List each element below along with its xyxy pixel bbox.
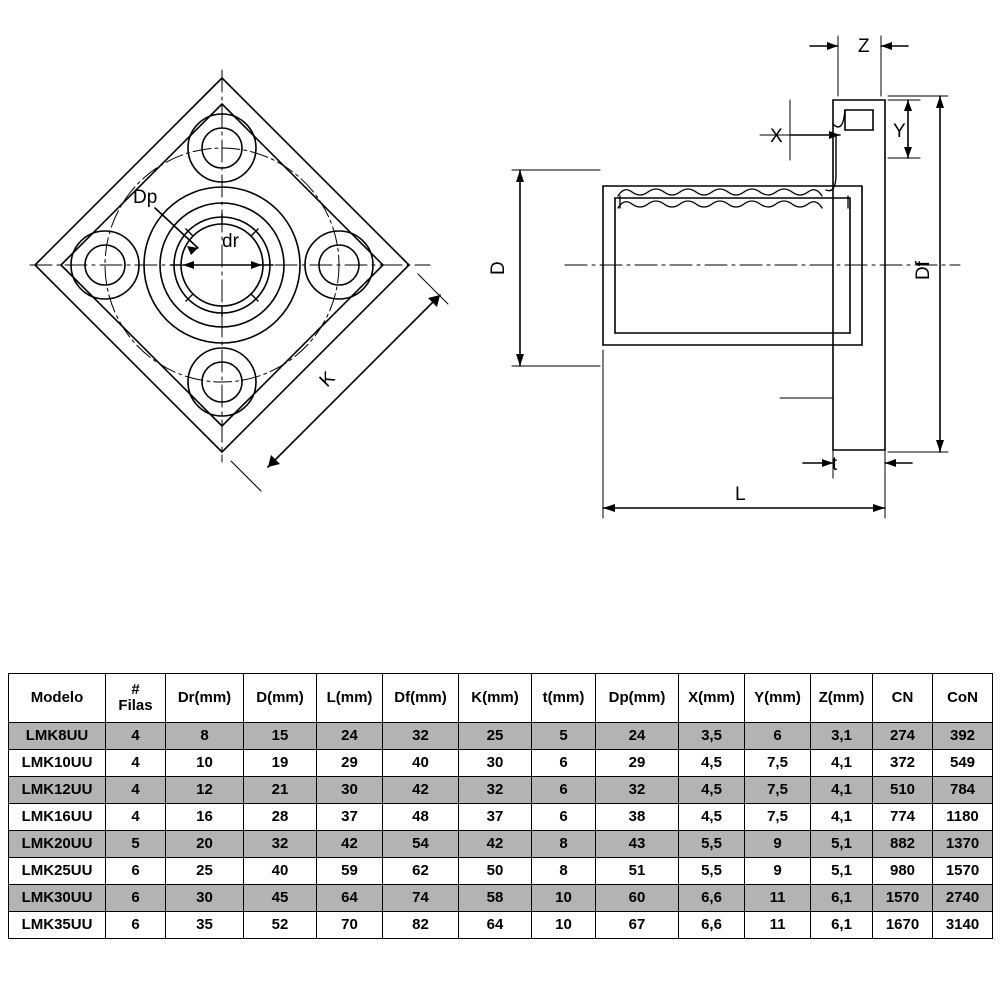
cell-d: 40 <box>244 858 317 885</box>
cell-d: 52 <box>244 912 317 939</box>
cell-k: 64 <box>459 912 532 939</box>
cell-modelo: LMK12UU <box>9 777 106 804</box>
d-dimension <box>512 170 600 366</box>
cell-d: 19 <box>244 750 317 777</box>
cell-dp: 38 <box>596 804 679 831</box>
cell-con: 2740 <box>933 885 993 912</box>
cell-df: 62 <box>383 858 459 885</box>
cell-filas: 4 <box>106 804 166 831</box>
cell-dp: 32 <box>596 777 679 804</box>
cell-t: 10 <box>532 885 596 912</box>
cell-k: 50 <box>459 858 532 885</box>
cell-filas: 4 <box>106 723 166 750</box>
col-header-con: CoN <box>933 674 993 723</box>
cell-l: 37 <box>317 804 383 831</box>
cell-modelo: LMK8UU <box>9 723 106 750</box>
cell-z: 5,1 <box>811 858 873 885</box>
cell-dr: 20 <box>166 831 244 858</box>
col-header-x: X(mm) <box>679 674 745 723</box>
cell-y: 7,5 <box>745 777 811 804</box>
cell-filas: 4 <box>106 750 166 777</box>
cell-t: 8 <box>532 858 596 885</box>
cell-k: 58 <box>459 885 532 912</box>
cell-dp: 29 <box>596 750 679 777</box>
cell-z: 6,1 <box>811 885 873 912</box>
table-header-row <box>9 674 993 723</box>
table-row <box>9 885 993 912</box>
label-d: D <box>488 261 509 275</box>
col-header-z: Z(mm) <box>811 674 873 723</box>
col-header-df: Df(mm) <box>383 674 459 723</box>
cell-x: 4,5 <box>679 750 745 777</box>
cell-x: 3,5 <box>679 723 745 750</box>
cell-k: 30 <box>459 750 532 777</box>
col-header-d: D(mm) <box>244 674 317 723</box>
cell-y: 6 <box>745 723 811 750</box>
col-header-l: L(mm) <box>317 674 383 723</box>
cell-df: 74 <box>383 885 459 912</box>
cell-modelo: LMK30UU <box>9 885 106 912</box>
col-header-k: K(mm) <box>459 674 532 723</box>
table-row <box>9 912 993 939</box>
cell-cn: 1570 <box>873 885 933 912</box>
cell-dp: 24 <box>596 723 679 750</box>
cell-l: 59 <box>317 858 383 885</box>
cell-filas: 5 <box>106 831 166 858</box>
col-header-modelo: Modelo <box>9 674 106 723</box>
cell-dp: 51 <box>596 858 679 885</box>
cell-cn: 882 <box>873 831 933 858</box>
cell-con: 392 <box>933 723 993 750</box>
seal-groove <box>826 136 836 191</box>
t-dimension <box>803 400 912 478</box>
cell-t: 6 <box>532 804 596 831</box>
cell-z: 4,1 <box>811 777 873 804</box>
label-k: K <box>315 367 340 392</box>
cell-k: 25 <box>459 723 532 750</box>
label-y: Y <box>893 121 906 142</box>
col-header-filas-line2: Filas <box>118 697 153 714</box>
cell-x: 6,6 <box>679 885 745 912</box>
cell-cn: 274 <box>873 723 933 750</box>
cell-cn: 372 <box>873 750 933 777</box>
cell-t: 8 <box>532 831 596 858</box>
cell-l: 30 <box>317 777 383 804</box>
ball-retainer-bottom <box>618 201 822 208</box>
cell-d: 28 <box>244 804 317 831</box>
cell-con: 1370 <box>933 831 993 858</box>
cell-modelo: LMK10UU <box>9 750 106 777</box>
cell-x: 5,5 <box>679 831 745 858</box>
cell-con: 1570 <box>933 858 993 885</box>
cell-cn: 1670 <box>873 912 933 939</box>
cell-d: 15 <box>244 723 317 750</box>
cell-d: 32 <box>244 831 317 858</box>
cell-y: 9 <box>745 858 811 885</box>
cell-l: 42 <box>317 831 383 858</box>
table-row <box>9 831 993 858</box>
label-df: Df <box>913 261 934 280</box>
cell-con: 1180 <box>933 804 993 831</box>
k-dimension <box>231 274 448 491</box>
cell-l: 24 <box>317 723 383 750</box>
cell-modelo: LMK25UU <box>9 858 106 885</box>
label-z: Z <box>858 36 870 57</box>
table-row <box>9 804 993 831</box>
cell-dr: 25 <box>166 858 244 885</box>
cell-dr: 35 <box>166 912 244 939</box>
cell-y: 7,5 <box>745 804 811 831</box>
cell-con: 549 <box>933 750 993 777</box>
cell-z: 3,1 <box>811 723 873 750</box>
label-l: L <box>735 484 746 505</box>
cell-z: 6,1 <box>811 912 873 939</box>
col-header-dp: Dp(mm) <box>596 674 679 723</box>
cell-df: 42 <box>383 777 459 804</box>
cell-cn: 774 <box>873 804 933 831</box>
cell-df: 54 <box>383 831 459 858</box>
cell-filas: 6 <box>106 912 166 939</box>
spec-table-container <box>8 673 992 939</box>
cell-y: 11 <box>745 912 811 939</box>
cell-y: 7,5 <box>745 750 811 777</box>
cell-df: 82 <box>383 912 459 939</box>
col-header-t: t(mm) <box>532 674 596 723</box>
cell-dr: 30 <box>166 885 244 912</box>
cell-dp: 43 <box>596 831 679 858</box>
cell-df: 32 <box>383 723 459 750</box>
cell-filas: 6 <box>106 885 166 912</box>
cell-df: 40 <box>383 750 459 777</box>
cell-df: 48 <box>383 804 459 831</box>
cell-x: 4,5 <box>679 777 745 804</box>
table-row <box>9 858 993 885</box>
label-dp: Dp <box>133 187 158 208</box>
cell-d: 21 <box>244 777 317 804</box>
cell-z: 4,1 <box>811 750 873 777</box>
label-t: t <box>832 454 838 475</box>
col-header-filas-line1: # <box>131 681 140 699</box>
cell-y: 9 <box>745 831 811 858</box>
cell-z: 4,1 <box>811 804 873 831</box>
ball-retainer-top <box>618 189 822 196</box>
cell-d: 45 <box>244 885 317 912</box>
cell-k: 42 <box>459 831 532 858</box>
cell-k: 32 <box>459 777 532 804</box>
cell-z: 5,1 <box>811 831 873 858</box>
cell-x: 6,6 <box>679 912 745 939</box>
cell-l: 29 <box>317 750 383 777</box>
cell-con: 784 <box>933 777 993 804</box>
flange-front-view <box>30 70 448 491</box>
cell-x: 4,5 <box>679 804 745 831</box>
col-header-cn: CN <box>873 674 933 723</box>
cell-modelo: LMK35UU <box>9 912 106 939</box>
cell-modelo: LMK16UU <box>9 804 106 831</box>
cell-t: 6 <box>532 750 596 777</box>
bearing-side-view <box>512 36 960 518</box>
cell-dr: 8 <box>166 723 244 750</box>
cell-l: 64 <box>317 885 383 912</box>
table-row <box>9 723 993 750</box>
cell-filas: 6 <box>106 858 166 885</box>
cell-dr: 16 <box>166 804 244 831</box>
cell-t: 5 <box>532 723 596 750</box>
cell-k: 37 <box>459 804 532 831</box>
cell-filas: 4 <box>106 777 166 804</box>
cell-t: 10 <box>532 912 596 939</box>
cell-dr: 12 <box>166 777 244 804</box>
cell-cn: 510 <box>873 777 933 804</box>
col-header-dr: Dr(mm) <box>166 674 244 723</box>
table-row <box>9 750 993 777</box>
label-dr: dr <box>222 231 239 252</box>
cell-x: 5,5 <box>679 858 745 885</box>
cell-dp: 67 <box>596 912 679 939</box>
table-row <box>9 777 993 804</box>
cell-l: 70 <box>317 912 383 939</box>
label-x: X <box>770 126 783 147</box>
cell-modelo: LMK20UU <box>9 831 106 858</box>
cell-dp: 60 <box>596 885 679 912</box>
cell-dr: 10 <box>166 750 244 777</box>
col-header-y: Y(mm) <box>745 674 811 723</box>
dimension-spec-table <box>8 673 993 939</box>
cell-cn: 980 <box>873 858 933 885</box>
cell-t: 6 <box>532 777 596 804</box>
cell-con: 3140 <box>933 912 993 939</box>
cell-y: 11 <box>745 885 811 912</box>
col-header-filas <box>106 674 166 723</box>
